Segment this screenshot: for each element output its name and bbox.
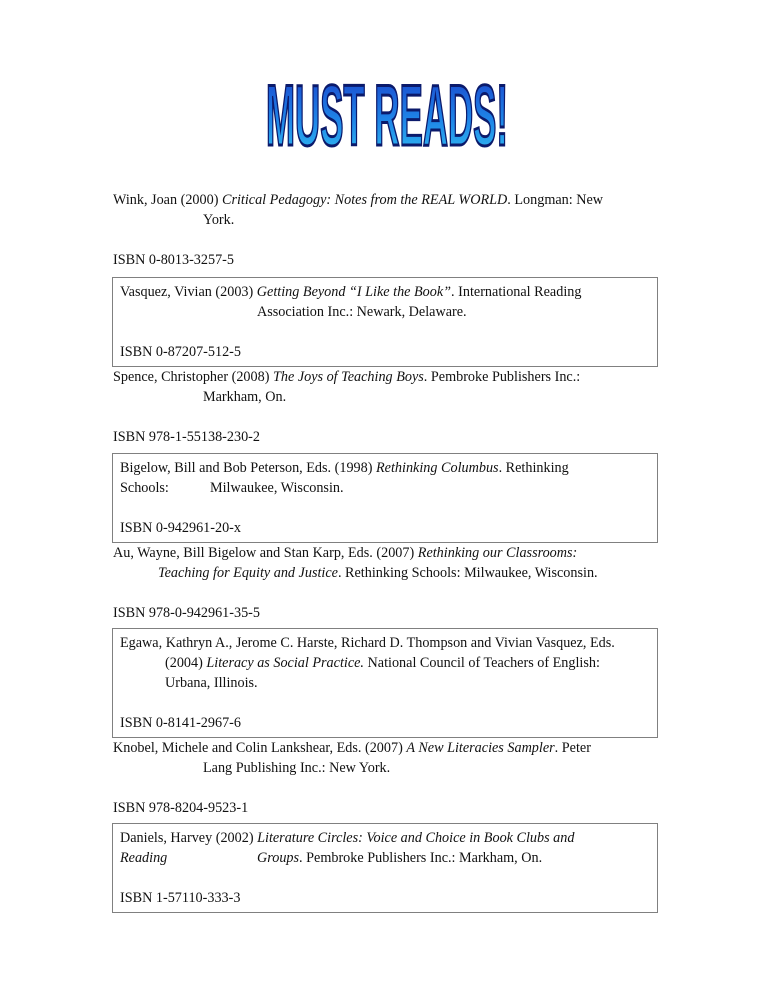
citation-authors: Daniels, Harvey (2002): [120, 830, 258, 846]
citation-authors: Au, Wayne, Bill Bigelow and Stan Karp, Eds. (2007): [113, 545, 418, 561]
citation-line: [120, 282, 651, 302]
citation-publisher: . Pembroke Publishers Inc.: Markham, On.: [299, 850, 543, 866]
citation-publisher: . Rethinking Schools: Milwaukee, Wisconsin.: [337, 565, 598, 581]
book-title: A New Literacies Sampler: [406, 740, 555, 756]
bibliography-entry: [113, 543, 658, 623]
banner-title: MUST READS!: [266, 67, 508, 165]
citation-authors: Spence, Christopher (2008): [113, 369, 273, 385]
book-title: Getting Beyond “I Like the Book”: [256, 284, 452, 300]
book-title: Rethinking Columbus: [376, 460, 499, 476]
citation-line: [113, 543, 658, 563]
isbn: ISBN 0-8013-3257-5: [113, 252, 234, 268]
isbn: ISBN 978-0-942961-35-5: [113, 605, 260, 621]
isbn: ISBN 1-57110-333-3: [120, 890, 241, 906]
isbn: ISBN 978-8204-9523-1: [113, 800, 249, 816]
book-title: Literacy as Social Practice.: [206, 655, 364, 671]
citation-continuation: [120, 848, 651, 868]
citation-continuation: [113, 563, 658, 583]
citation-line: [113, 738, 658, 758]
citation-publisher: National Council of Teachers of English:: [363, 655, 600, 671]
citation-line: [113, 367, 658, 387]
citation-year: (2004): [165, 655, 207, 671]
bibliography-entry-boxed: [112, 453, 658, 543]
isbn: ISBN 0-87207-512-5: [120, 344, 241, 360]
bibliography-entry-boxed: [112, 628, 658, 738]
citation-line: [120, 828, 651, 848]
citation-publisher: . Peter: [554, 740, 591, 756]
citation-fragment: Milwaukee, Wisconsin.: [210, 480, 344, 496]
citation-publisher: . Pembroke Publishers Inc.:: [423, 369, 581, 385]
bibliography-entry: [113, 738, 658, 818]
citation-continuation: Association Inc.: Newark, Delaware.: [257, 304, 467, 320]
wordart-banner-graphic: [262, 67, 512, 165]
book-title: Rethinking our Classrooms:: [417, 545, 578, 561]
citation-authors: Bigelow, Bill and Bob Peterson, Eds. (1998): [120, 460, 377, 476]
bibliography-entry: [113, 190, 658, 270]
isbn: ISBN 978-1-55138-230-2: [113, 429, 260, 445]
citation-publisher: . International Reading: [451, 284, 582, 300]
book-title: Literature Circles: Voice and Choice in Book Clubs and: [257, 830, 575, 846]
book-title: Groups: [257, 850, 300, 866]
bibliography-entry-boxed: [112, 277, 658, 367]
citation-line: [113, 190, 658, 210]
citation-authors: Knobel, Michele and Colin Lankshear, Eds. (2007): [113, 740, 407, 756]
bibliography-entry: [113, 367, 658, 447]
book-title: The Joys of Teaching Boys: [272, 369, 424, 385]
bibliography-entry-boxed: [112, 823, 658, 913]
isbn: ISBN 0-942961-20-x: [120, 520, 241, 536]
book-title: Teaching for Equity and Justice: [158, 565, 338, 581]
isbn: ISBN 0-8141-2967-6: [120, 715, 241, 731]
citation-continuation: Urbana, Illinois.: [165, 675, 258, 691]
citation-continuation: York.: [203, 212, 235, 228]
citation-authors: Vasquez, Vivian (2003): [120, 284, 257, 300]
citation-authors: Wink, Joan (2000): [113, 192, 222, 208]
citation-continuation: Lang Publishing Inc.: New York.: [203, 760, 391, 776]
citation-authors: Egawa, Kathryn A., Jerome C. Harste, Richard D. Thompson and Vivian Vasquez, Eds.: [120, 635, 615, 651]
book-title: Reading: [120, 850, 168, 866]
must-reads-banner: [262, 67, 512, 165]
citation-fragment: Schools:: [120, 480, 169, 496]
book-title: Critical Pedagogy: Notes from the REAL WORLD: [221, 192, 508, 208]
citation-continuation: [120, 478, 651, 498]
citation-publisher: . Longman: New: [507, 192, 604, 208]
citation-line: [120, 458, 651, 478]
citation-continuation: [120, 653, 651, 673]
citation-publisher: . Rethinking: [498, 460, 569, 476]
citation-continuation: Markham, On.: [203, 389, 287, 405]
